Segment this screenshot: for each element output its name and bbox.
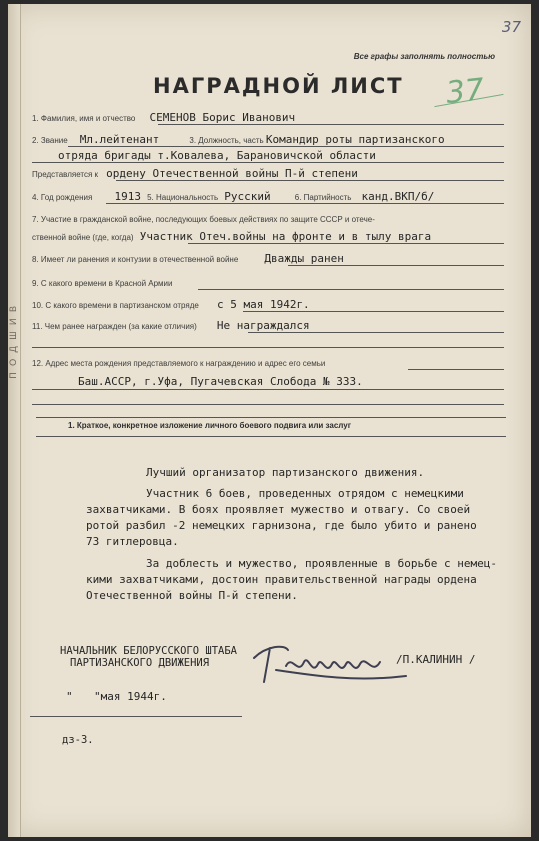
signature-name: /П.КАЛИНИН / <box>396 653 476 666</box>
page-title: НАГРАДНОЙ ЛИСТ <box>153 74 404 98</box>
handwritten-signature <box>246 636 416 696</box>
field-7-continued <box>32 230 431 243</box>
field-10 <box>32 298 310 311</box>
field-9 <box>32 278 173 288</box>
signature-position-2: ПАРТИЗАНСКОГО ДВИЖЕНИЯ <box>70 657 210 669</box>
field-6-label: 6. Партийность <box>294 193 352 202</box>
field-12-underline-2 <box>32 389 504 390</box>
field-represented <box>32 167 358 180</box>
field-12-underline <box>408 369 504 370</box>
field-9-label: 9. С какого времени в Красной Армии <box>32 279 173 288</box>
date-underline <box>30 716 242 717</box>
represented-label: Представляется к <box>32 170 99 179</box>
narrative-line-3: захватчиками. В боях проявляет мужество и отвагу. Со своей <box>86 503 471 516</box>
field-1-underline <box>158 124 504 125</box>
field-3-value-1: Командир роты партизанского <box>265 133 445 146</box>
field-3-continued <box>58 149 376 162</box>
field-8 <box>32 252 344 265</box>
field-7-underline <box>188 243 504 244</box>
represented-underline <box>116 180 504 181</box>
field-8-underline <box>288 265 504 266</box>
field-11-underline <box>248 332 504 333</box>
field-6-value: канд.ВКП/б/ <box>361 190 435 203</box>
field-5-value: Русский <box>224 190 271 203</box>
field-9-underline <box>198 289 504 290</box>
field-11-label: 11. Чем ранее награжден (за какие отличия) <box>32 322 197 331</box>
narrative-line-5: 73 гитлеровца. <box>86 535 179 548</box>
field-11-underline-2 <box>32 347 504 348</box>
field-1-value: СЕМЕНОВ Борис Иванович <box>149 111 296 124</box>
field-3-label: 3. Должность, часть <box>189 136 264 145</box>
field-3-value-2: отряда бригады т.Ковалева, Барановичской области <box>58 149 376 162</box>
field-2-3 <box>32 133 445 146</box>
narrative-line-4: ротой разбил -2 немецких гарнизона, где было убито и ранено <box>86 519 477 532</box>
field-4-label: 4. Год рождения <box>32 193 93 202</box>
field-4-5-6 <box>32 190 434 203</box>
field-4-underline <box>106 203 504 204</box>
narrative-line-7: кими захватчиками, достоин правительственной награды ордена <box>86 573 477 586</box>
binding-text: П О Д Ш И В <box>8 304 18 379</box>
section-title: 1. Краткое, конкретное изложение личного боевого подвига или заслуг <box>68 421 352 430</box>
date-text: "мая 1944г. <box>94 690 167 703</box>
field-2-underline <box>68 146 504 147</box>
field-7 <box>32 214 375 224</box>
header-note: Все графы заполнять полностью <box>353 52 495 61</box>
field-7-value: Участник Отеч.войны на фронте и в тылу врага <box>139 230 432 243</box>
field-8-label: 8. Имеет ли ранения и контузии в отечественной войне <box>32 255 239 264</box>
field-12-label: 12. Адрес места рождения представляемого к награждению и адрес его семьи <box>32 359 326 368</box>
field-1 <box>32 111 295 124</box>
page-number: 37 <box>501 18 521 36</box>
field-7-label-2: ственной войне (где, когда) <box>32 233 134 242</box>
field-12-value: Баш.АССР, г.Уфа, Пугачевская Слобода № 333. <box>78 375 363 388</box>
reference-code: дз-3. <box>62 734 94 746</box>
narrative-line-2: Участник 6 боев, проведенных отрядом с немецкими <box>146 487 464 500</box>
field-4-value: 1913 <box>114 190 141 203</box>
narrative-line-1: Лучший организатор партизанского движения. <box>146 466 425 479</box>
field-12-continued <box>78 375 363 388</box>
stamp-number: 37 <box>444 72 486 111</box>
narrative-line-8: Отечественной войны П-й степени. <box>86 589 298 602</box>
field-10-underline <box>243 311 504 312</box>
field-8-value: Дважды ранен <box>264 252 344 265</box>
field-11-value: Не награждался <box>216 319 310 332</box>
represented-value: ордену Отечественной войны П-й степени <box>106 167 358 180</box>
field-1-label: 1. Фамилия, имя и отчество <box>32 114 136 123</box>
document-sheet <box>8 4 531 837</box>
field-10-label: 10. С какого времени в партизанском отряде <box>32 301 199 310</box>
field-3-underline <box>32 162 504 163</box>
field-2-value: Мл.лейтенант <box>79 133 160 146</box>
field-12-underline-3 <box>32 404 504 405</box>
date-open-quote: " <box>66 690 73 703</box>
signature-position-1: НАЧАЛЬНИК БЕЛОРУССКОГО ШТАБА <box>60 645 238 657</box>
field-11 <box>32 319 310 332</box>
field-2-label: 2. Звание <box>32 136 68 145</box>
field-7-label-1: 7. Участие в гражданской войне, последующих боевых действиях по защите СССР и отече- <box>32 215 375 224</box>
binding-spine <box>8 4 21 837</box>
field-5-label: 5. Национальность <box>147 193 219 202</box>
field-12 <box>32 358 325 368</box>
field-10-value: с 5 мая 1942г. <box>216 298 310 311</box>
narrative-line-6: За доблесть и мужество, проявленные в борьбе с немец- <box>146 557 497 570</box>
